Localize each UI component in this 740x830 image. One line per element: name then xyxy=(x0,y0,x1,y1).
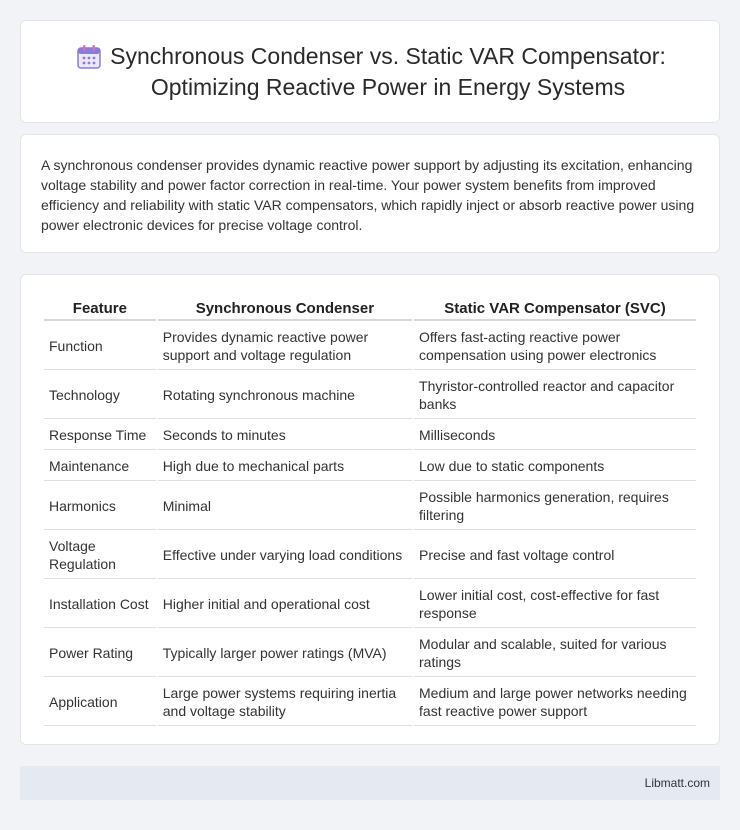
feature-cell: Maintenance xyxy=(44,452,156,481)
feature-cell: Power Rating xyxy=(44,630,156,677)
svc-cell: Modular and scalable, suited for various ratings xyxy=(414,630,696,677)
condenser-cell: Typically larger power ratings (MVA) xyxy=(158,630,412,677)
title-line-1: Synchronous Condenser vs. Static VAR Compensator: xyxy=(110,42,666,69)
table-row xyxy=(44,532,696,579)
comparison-table xyxy=(42,295,698,728)
condenser-cell: Seconds to minutes xyxy=(158,421,412,450)
table-row xyxy=(44,452,696,481)
title-card xyxy=(20,20,720,123)
condenser-cell: Higher initial and operational cost xyxy=(158,581,412,628)
svc-cell: Medium and large power networks needing fast reactive power support xyxy=(414,679,696,726)
table-row xyxy=(44,483,696,530)
table-header-row xyxy=(44,297,696,321)
svc-cell: Milliseconds xyxy=(414,421,696,450)
condenser-cell: Minimal xyxy=(158,483,412,530)
svc-cell: Precise and fast voltage control xyxy=(414,532,696,579)
table-row xyxy=(44,630,696,677)
intro-paragraph: A synchronous condenser provides dynamic reactive power support by adjusting its excitation, enhancing voltage stability and power factor correction in real-time. Your power system benefits from improved efficiency and reliability with static VAR compensators, which rapidly inject or absorb reactive power using power electronic devices for precise voltage control. xyxy=(41,157,695,233)
calendar-icon xyxy=(74,43,104,71)
header-synchronous-condenser: Synchronous Condenser xyxy=(158,297,412,321)
page-title xyxy=(110,41,666,103)
header-svc: Static VAR Compensator (SVC) xyxy=(414,297,696,321)
table-row xyxy=(44,372,696,419)
svc-cell: Possible harmonics generation, requires filtering xyxy=(414,483,696,530)
table-row xyxy=(44,679,696,726)
condenser-cell: Rotating synchronous machine xyxy=(158,372,412,419)
feature-cell: Response Time xyxy=(44,421,156,450)
intro-card xyxy=(20,134,720,253)
footer-bar xyxy=(20,766,720,800)
svc-cell: Thyristor-controlled reactor and capacitor banks xyxy=(414,372,696,419)
condenser-cell: Large power systems requiring inertia and voltage stability xyxy=(158,679,412,726)
feature-cell: Voltage Regulation xyxy=(44,532,156,579)
comparison-card xyxy=(20,274,720,745)
header-feature: Feature xyxy=(44,297,156,321)
feature-cell: Technology xyxy=(44,372,156,419)
footer-brand-link[interactable]: Libmatt.com xyxy=(644,776,710,790)
condenser-cell: Provides dynamic reactive power support and voltage regulation xyxy=(158,323,412,370)
svc-cell: Offers fast-acting reactive power compensation using power electronics xyxy=(414,323,696,370)
feature-cell: Harmonics xyxy=(44,483,156,530)
condenser-cell: Effective under varying load conditions xyxy=(158,532,412,579)
feature-cell: Application xyxy=(44,679,156,726)
table-row xyxy=(44,581,696,628)
table-row xyxy=(44,323,696,370)
svc-cell: Lower initial cost, cost-effective for fast response xyxy=(414,581,696,628)
title-line-2: Optimizing Reactive Power in Energy Systems xyxy=(150,73,626,100)
feature-cell: Installation Cost xyxy=(44,581,156,628)
condenser-cell: High due to mechanical parts xyxy=(158,452,412,481)
table-row xyxy=(44,421,696,450)
svc-cell: Low due to static components xyxy=(414,452,696,481)
feature-cell: Function xyxy=(44,323,156,370)
title-wrap xyxy=(54,41,686,103)
